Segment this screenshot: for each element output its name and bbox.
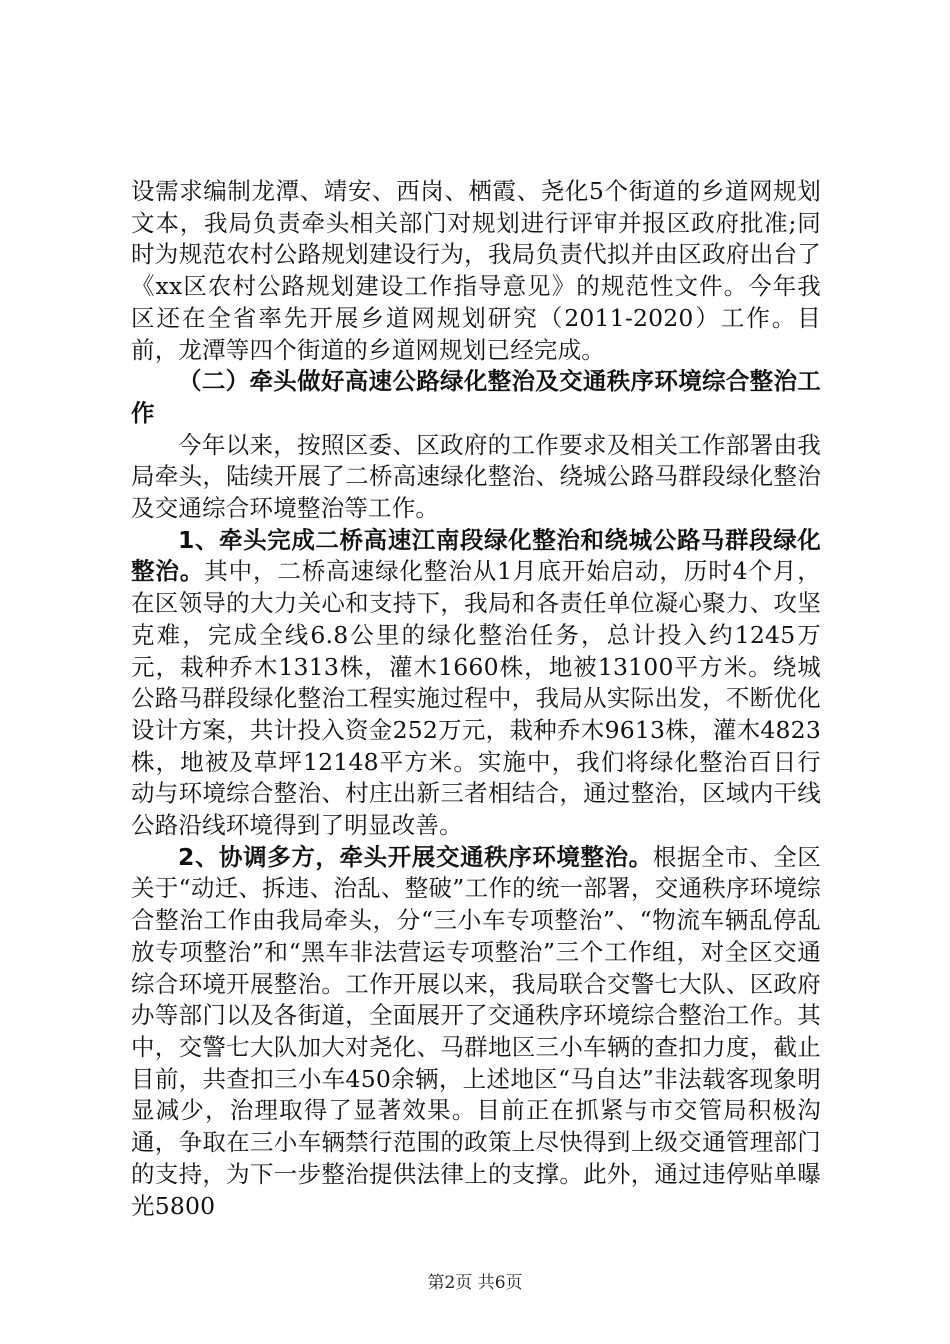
- paragraph-planning: 设需求编制龙潭、靖安、西岗、栖霞、尧化5个街道的乡道网规划文本，我局负责牵头相关部门对规划进行评审并报区政府批准;同时为规范农村公路规划建设行为，我局负责代拟并由区政府出台了《xx区农村公路规划建设工作指导意见》的规范性文件。今年我区还在全省率先开展乡道网规划研究（2011-2020）工作。目前，龙潭等四个街道的乡道网规划已经完成。: [131, 177, 821, 364]
- item-1: [131, 525, 821, 842]
- document-body: [131, 176, 821, 1222]
- item-2-body: 根据全市、全区关于“动迁、拆违、治乱、整破”工作的统一部署，交通秩序环境综合整治工作由我局牵头，分“三小车专项整治”、“物流车辆乱停乱放专项整治”和“黑车非法营运专项整治”三个工作组，对全区交通综合环境开展整治。工作开展以来，我局联合交警七大队、区政府办等部门以及各街道，全面展开了交通秩序环境综合整治工作。其中，交警七大队加大对尧化、马群地区三小车辆的查扣力度，截止目前，共查扣三小车450余辆，上述地区“马自达”非法载客现象明显减少，治理取得了显著效果。目前正在抓紧与市交管局积极沟通，争取在三小车辆禁行范围的政策上尽快得到上级交通管理部门的支持，为下一步整治提供法律上的支撑。此外，通过违停贴单曝光5800: [131, 842, 821, 1220]
- item-1-body: 其中，二桥高速绿化整治从1月底开始启动，历时4个月，在区领导的大力关心和支持下，我局和各责任单位凝心聚力、攻坚克难，完成全线6.8公里的绿化整治任务，总计投入约1245万元，栽种乔木1313株，灌木1660株，地被13100平方米。绕城公路马群段绿化整治工程实施过程中，我局从实际出发，不断优化设计方案，共计投入资金252万元，栽种乔木9613株，灌木4823株，地被及草坪12148平方米。实施中，我们将绿化整治百日行动与环境综合整治、村庄出新三者相结合，通过整治，区域内干线公路沿线环境得到了明显改善。: [131, 557, 821, 840]
- item-2-title: 2、协调多方，牵头开展交通秩序环境整治。: [178, 842, 653, 871]
- item-1-title: 1、牵头完成二桥高速江南段绿化整治和绕城公路马群段绿化整治。: [131, 525, 821, 586]
- section-heading-2: （二）牵头做好高速公路绿化整治及交通秩序环境综合整治工作: [131, 367, 821, 427]
- item-2: [131, 842, 821, 1222]
- paragraph-intro: 今年以来，按照区委、区政府的工作要求及相关工作部署由我局牵头，陆续开展了二桥高速绿化整治、绕城公路马群段绿化整治及交通综合环境整治等工作。: [131, 430, 821, 523]
- page-number: 第2页 共6页: [427, 1273, 523, 1293]
